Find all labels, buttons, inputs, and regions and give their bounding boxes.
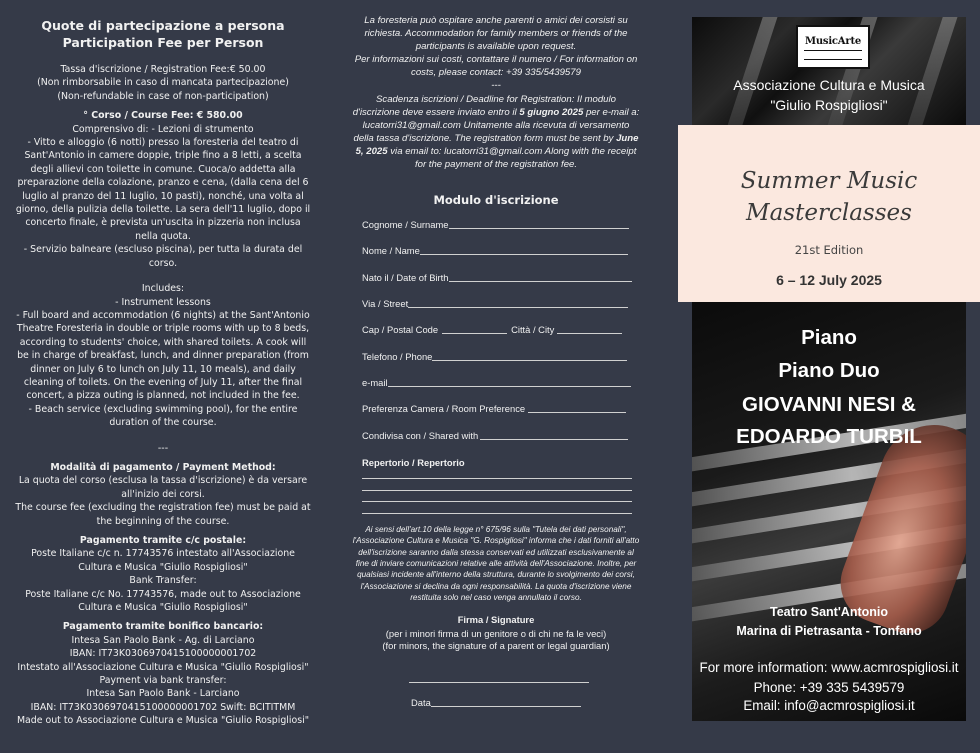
payment-title: Modalità di pagamento / Payment Method: <box>50 461 276 473</box>
date-field[interactable] <box>411 697 640 708</box>
payment-it: La quota del corso (esclusa la tassa d'iscrizione) è da versare all'inizio dei corsi. <box>18 475 308 500</box>
surname-line[interactable] <box>449 219 629 229</box>
association-name: Associazione Cultura e Musica "Giulio Rospigliosi" <box>733 77 925 113</box>
bank-transfer-label: Bank Transfer: <box>129 575 197 587</box>
repertoire-line[interactable] <box>362 491 632 503</box>
instrument-piano-duo: Piano Duo <box>778 359 880 382</box>
non-refundable-it: (Non rimborsabile in caso di mancata partecipazione) <box>37 77 289 89</box>
title-panel <box>678 125 980 302</box>
cap-line[interactable] <box>442 324 507 334</box>
cover-column <box>678 0 980 753</box>
room-field[interactable] <box>352 403 640 429</box>
shared-field[interactable] <box>352 430 640 456</box>
signature-note-it: (per i minori firma di un genitore o di chi ne fa le veci) <box>385 627 607 639</box>
lessons-en: - Instrument lessons <box>115 296 211 308</box>
beach-it: - Servizio balneare (escluso piscina), per tutta la durata del corso. <box>23 244 303 269</box>
form-title: Modulo d'iscrizione <box>433 193 559 208</box>
venue-location: Marina di Pietrasanta - Tonfano <box>736 624 922 638</box>
includes-en: Includes: <box>141 283 185 295</box>
deadline-text: Scadenza iscrizioni / Deadline for Registration: Il modulo d'iscrizione deve essere inviato entro il 5 giugno 2025 per e-mail a: lucatorri31@gmail.com Unitamente alla ricevuta di versamento della tassa d'iscrizione. The registration form must be sent by June 5, 2025 via email to: lucatorri31@gmail.com Along with the receipt for the payment of the registration fee. <box>352 93 640 171</box>
birth-label: Nato il / Date of Birth <box>362 271 449 283</box>
non-refundable-en: (Non-refundable in case of non-participation) <box>57 90 269 102</box>
shared-line[interactable] <box>480 430 628 440</box>
repertoire-title: Repertorio / Repertorio <box>362 456 465 468</box>
city-line[interactable] <box>557 324 622 334</box>
separator: --- <box>157 442 169 454</box>
postal-title: Pagamento tramite c/c postale: <box>79 535 247 546</box>
teacher-2: EDOARDO TURBIL <box>736 425 922 448</box>
intestato: Intestato all'Associazione Cultura e Musica "Giulio Rospigliosi" <box>17 661 309 673</box>
email-info[interactable]: Email: info@acmrospigliosi.it <box>743 698 915 713</box>
payment-en: The course fee (excluding the registration fee) must be paid at the beginning of the course. <box>15 502 311 527</box>
accommodation-note: La foresteria può ospitare anche parenti o amici dei corsisti su richiesta. Accommodation for family members or friends of the participants is available upon request. <box>364 15 628 53</box>
street-line[interactable] <box>408 298 628 308</box>
repertoire-line[interactable] <box>362 468 632 480</box>
surname-field[interactable] <box>352 219 640 245</box>
phone-field[interactable] <box>352 351 640 377</box>
registration-column <box>352 14 640 708</box>
surname-label: Cognome / Surname <box>362 219 449 231</box>
email-label: e-mail <box>362 376 388 388</box>
fees-heading-en: Participation Fee per Person <box>62 35 264 50</box>
instrument-piano: Piano <box>801 326 857 349</box>
deadline-date-it: 5 giugno 2025 <box>519 106 584 118</box>
birth-field[interactable] <box>352 272 640 298</box>
made-out: Made out to Associazione Cultura e Musica "Giulio Rospigliosi" <box>16 715 310 727</box>
birth-line[interactable] <box>449 272 632 282</box>
name-line[interactable] <box>420 245 628 255</box>
city-label: Città / City <box>511 324 555 336</box>
repertoire-line[interactable] <box>362 502 632 514</box>
via-bank: Payment via bank transfer: <box>99 675 227 687</box>
course-fee: ° Corso / Course Fee: € 580.00 <box>83 110 243 122</box>
bank1: Intesa San Paolo Bank - Ag. di Larciano <box>71 634 255 646</box>
fees-column <box>0 14 326 728</box>
website-info[interactable]: For more information: www.acmrospigliosi.it <box>699 660 959 675</box>
deadline-date-en: June 5, 2025 <box>355 132 639 157</box>
event-dates: 6 – 12 July 2025 <box>776 272 882 288</box>
date-label: Data <box>411 697 431 709</box>
registration-fee: Tassa d'iscrizione / Registration Fee:€ 50.00 <box>60 64 266 75</box>
name-field[interactable] <box>352 245 640 271</box>
musicarte-logo: MusicArte <box>796 25 870 69</box>
street-label: Via / Street <box>362 298 409 310</box>
bonifico-title: Pagamento tramite bonifico bancario: <box>62 621 264 633</box>
email-field[interactable] <box>352 377 640 403</box>
postal-city-field[interactable] <box>352 324 640 350</box>
costs-contact: Per informazioni sui costi, contattare il numero / For information on costs, please contact: +39 335/5439579 <box>354 54 638 79</box>
teacher-1: GIOVANNI NESI & <box>742 393 916 416</box>
intro-text <box>352 14 640 171</box>
phone-info: Phone: +39 335 5439579 <box>753 680 905 695</box>
details-en: - Full board and accommodation (6 nights) at the Sant'Antonio Theatre Foresteria in double or triple rooms with up to 8 beds, according to students' choice, with shared toilets. A cook will be in charge of breakfast, lunch, and dinner preparation (from dinner on July 6 to lunch on July 11, 10 meals), and daily cleaning of toilets. On the evening of July 11, after the final concert, a pizza outing is planned, not included in the fee. <box>16 309 310 402</box>
phone-label: Telefono / Phone <box>362 350 433 362</box>
bank2: Intesa San Paolo Bank - Larciano <box>86 688 240 700</box>
shared-label: Condivisa con / Shared with <box>362 429 479 441</box>
name-label: Nome / Name <box>362 245 420 257</box>
iban1: IBAN: IT73K0306970415100000001702 <box>69 648 257 660</box>
signature-line[interactable] <box>409 653 589 683</box>
room-line[interactable] <box>528 403 626 413</box>
date-line[interactable] <box>431 697 581 707</box>
signature-title: Firma / Signature <box>457 613 535 625</box>
email-line[interactable] <box>388 377 631 387</box>
street-field[interactable] <box>352 298 640 324</box>
signature-note <box>352 628 640 654</box>
postal-en: Poste Italiane c/c No. 17743576, made out to Associazione Cultura e Musica "Giulio Rospigliosi" <box>25 588 301 614</box>
repertoire-line[interactable] <box>362 479 632 491</box>
room-label: Preferenza Camera / Room Preference <box>362 403 526 415</box>
postal-it: Poste Italiane c/c n. 17743576 intestato all'Associazione Cultura e Musica "Giulio Rospigliosi" <box>31 548 295 573</box>
masterclass-title: Summer Music Masterclasses <box>740 168 918 226</box>
cap-label: Cap / Postal Code <box>362 324 439 336</box>
edition: 21st Edition <box>794 243 864 257</box>
fees-heading <box>0 17 326 51</box>
phone-line[interactable] <box>432 351 627 361</box>
details-it: - Vitto e alloggio (6 notti) presso la foresteria del teatro di Sant'Antonio in camere doppie, triple fino a 8 letti, a scelta degli allievi con toilette in comune. Cuoca/o addetta alla preparazione della colazione, pranzo e cena, (dalla cena del 6 luglio al pranzo del 11 luglio, 10 pasti), nonché, una volta al giorno, della pulizia della toilette. La sera dell'11 luglio, dopo il concerto finale, è prevista un'uscita in pizzeria non inclusa nella quota. <box>15 137 311 242</box>
beach-en: - Beach service (excluding swimming pool), for the entire duration of the course. <box>28 403 298 429</box>
includes-it: Comprensivo di: - Lezioni di strumento <box>72 123 254 135</box>
intro-separator: --- <box>491 80 501 92</box>
iban2: IBAN: IT73K0306970415100000001702 Swift: BCITITMM <box>30 701 296 713</box>
signature-note-en: (for minors, the signature of a parent or legal guardian) <box>382 640 610 652</box>
fees-heading-it: Quote di partecipazione a persona <box>41 18 285 33</box>
privacy-notice: Ai sensi dell'art.10 della legge n° 675/96 sulla "Tutela dei dati personali", l'Associazione Cultura e Musica "G. Rospigliosi" informa che i dati forniti all'atto dell'iscrizione saranno dalla stessa conservati ed utilizzati esclusivamente al fine di inviare comunicazioni relative alle attività dell'Associazione. Inoltre, per qualsiasi incidente all'interno della struttura, durante lo svolgimento dei corsi, l'Associazione si declina da ogni responsabilità. La quota d'iscrizione viene restituita solo nel caso venga annullato il corso. <box>352 524 640 603</box>
venue-name: Teatro Sant'Antonio <box>769 605 888 619</box>
